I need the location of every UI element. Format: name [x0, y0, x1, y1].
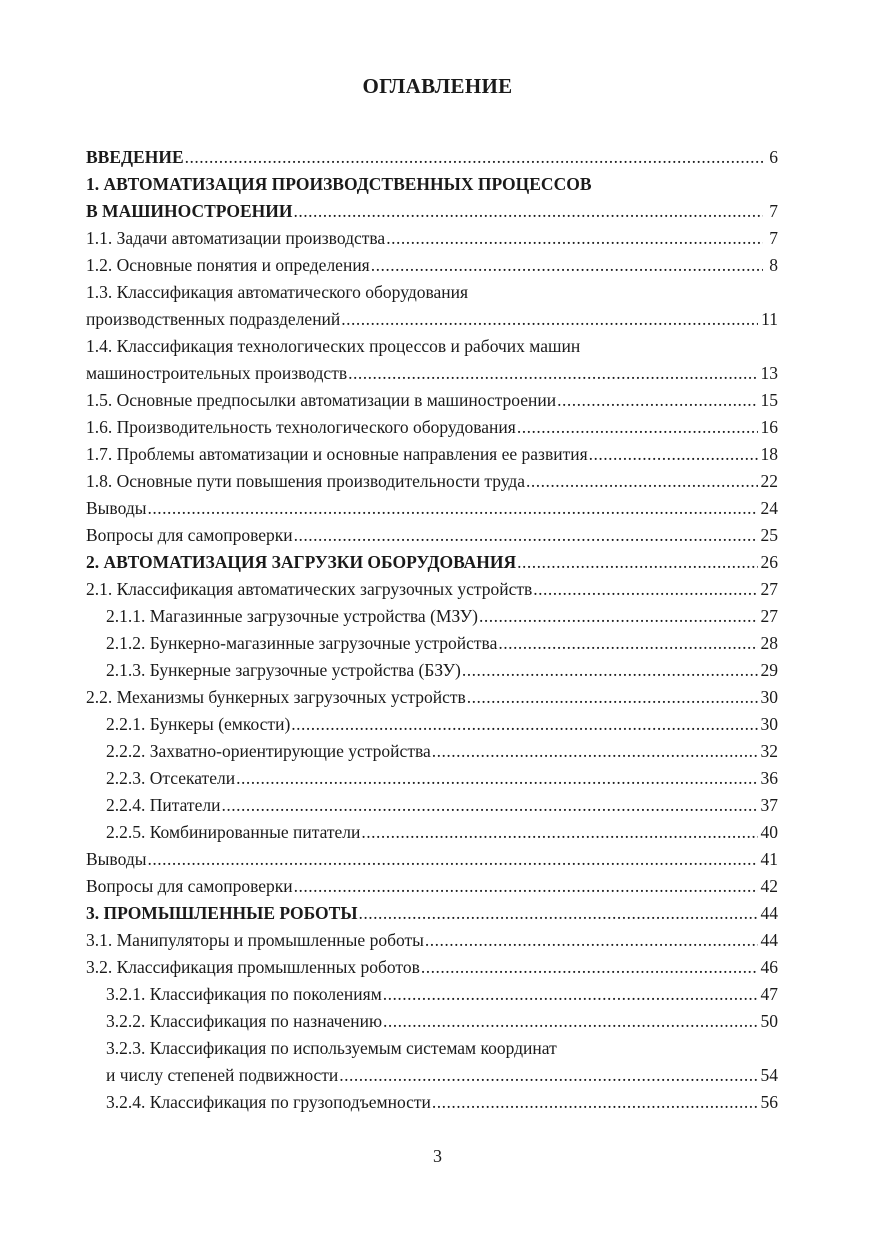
- dot-leader: [348, 360, 757, 387]
- toc-entry-label: 2.2.3. Отсекатели: [106, 768, 236, 788]
- toc-entry: [86, 792, 778, 819]
- toc-entry-label: Выводы: [86, 498, 147, 518]
- toc-entry-page: 6: [769, 147, 778, 167]
- toc-entry: [86, 765, 778, 792]
- dot-leader: [526, 468, 757, 495]
- toc-entry-page: 26: [760, 552, 778, 572]
- dot-leader: [383, 981, 758, 1008]
- dot-leader: [589, 441, 758, 468]
- toc-entry: [86, 414, 778, 441]
- toc-entry-page: 25: [760, 525, 778, 545]
- toc-entry-label: 2.2.1. Бункеры (емкости): [106, 714, 291, 734]
- dot-leader: [294, 873, 758, 900]
- dot-leader: [147, 846, 757, 873]
- toc-entry-label: 1.3. Классификация автоматического оборудования: [86, 282, 469, 302]
- toc-entry-page: 27: [760, 579, 778, 599]
- toc-entry-page: 30: [760, 714, 778, 734]
- toc-entry-label: 1.1. Задачи автоматизации производства: [86, 228, 386, 248]
- toc-entry-page: 7: [769, 228, 778, 248]
- toc-entry-page: 46: [760, 957, 778, 977]
- toc-entry: [86, 360, 778, 387]
- toc-entry-page: 28: [760, 633, 778, 653]
- dot-leader: [479, 603, 757, 630]
- toc-entry-page: 36: [760, 768, 778, 788]
- toc-entry-label: производственных подразделений: [86, 309, 341, 329]
- toc-entry: [86, 252, 778, 279]
- toc-entry: [86, 495, 778, 522]
- toc-entry: [86, 225, 778, 252]
- toc-entry-page: 7: [769, 201, 778, 221]
- dot-leader: [294, 522, 758, 549]
- page-number: 3: [433, 1146, 442, 1166]
- toc-entry: [86, 846, 778, 873]
- toc-entry-page: 44: [760, 930, 778, 950]
- toc-entry: [86, 522, 778, 549]
- toc-entry: [86, 198, 778, 225]
- toc-entry-page: 40: [760, 822, 778, 842]
- table-of-contents: [86, 144, 778, 1116]
- toc-entry-page: 8: [769, 255, 778, 275]
- toc-entry-label: 3.2. Классификация промышленных роботов: [86, 957, 420, 977]
- toc-entry: [86, 603, 778, 630]
- toc-entry-label: 1.6. Производительность технологического оборудования: [86, 417, 516, 437]
- toc-entry: [86, 576, 778, 603]
- dot-leader: [371, 252, 763, 279]
- toc-entry-page: 50: [760, 1011, 778, 1031]
- toc-entry: [86, 900, 778, 927]
- dot-leader: [557, 387, 757, 414]
- toc-entry: [86, 981, 778, 1008]
- dot-leader: [467, 684, 758, 711]
- toc-entry-label: 3.2.4. Классификация по грузоподъемности: [106, 1092, 431, 1112]
- toc-entry: [86, 1008, 778, 1035]
- dot-leader: [147, 495, 757, 522]
- toc-entry-label: 3.2.2. Классификация по назначению: [106, 1011, 383, 1031]
- toc-entry-label: 2.2.4. Питатели: [106, 795, 221, 815]
- toc-entry: [86, 954, 778, 981]
- dot-leader: [221, 792, 757, 819]
- dot-leader: [533, 576, 757, 603]
- toc-entry-page: 24: [760, 498, 778, 518]
- toc-entry-label: 1.8. Основные пути повышения производительности труда: [86, 471, 526, 491]
- toc-entry-page: 54: [760, 1065, 778, 1085]
- toc-entry-label: ВВЕДЕНИЕ: [86, 147, 184, 167]
- dot-leader: [386, 225, 763, 252]
- toc-entry-page: 27: [760, 606, 778, 626]
- dot-leader: [361, 819, 757, 846]
- dot-leader: [425, 927, 758, 954]
- toc-entry-label: 2.1.1. Магазинные загрузочные устройства (МЗУ): [106, 606, 479, 626]
- toc-entry-label: 1.7. Проблемы автоматизации и основные направления ее развития: [86, 444, 588, 464]
- toc-entry: [86, 1062, 778, 1089]
- toc-entry: [86, 738, 778, 765]
- toc-entry: [86, 333, 778, 360]
- toc-entry-page: 18: [760, 444, 778, 464]
- dot-leader: [236, 765, 757, 792]
- toc-entry: [86, 306, 778, 333]
- toc-entry: [86, 279, 778, 306]
- toc-entry-page: 41: [760, 849, 778, 869]
- dot-leader: [341, 306, 758, 333]
- toc-entry: [86, 387, 778, 414]
- dot-leader: [517, 414, 758, 441]
- toc-entry-label: 2.1.2. Бункерно-магазинные загрузочные устройства: [106, 633, 498, 653]
- toc-entry-label: 1.4. Классификация технологических процессов и рабочих машин: [86, 336, 581, 356]
- toc-entry-label: 2.1.3. Бункерные загрузочные устройства (БЗУ): [106, 660, 461, 680]
- dot-leader: [498, 630, 757, 657]
- toc-entry: [86, 549, 778, 576]
- toc-entry-label: 2.2.2. Захватно-ориентирующие устройства: [106, 741, 431, 761]
- toc-entry-page: 29: [760, 660, 778, 680]
- toc-entry-label: 3.2.3. Классификация по используемым системам координат: [106, 1038, 557, 1058]
- toc-entry-label: 3.1. Манипуляторы и промышленные роботы: [86, 930, 424, 950]
- dot-leader: [359, 900, 758, 927]
- dot-leader: [462, 657, 758, 684]
- toc-entry: [86, 927, 778, 954]
- dot-leader: [421, 954, 758, 981]
- toc-entry: [86, 441, 778, 468]
- toc-entry: [86, 819, 778, 846]
- toc-entry-label: 3.2.1. Классификация по поколениям: [106, 984, 382, 1004]
- toc-entry: [86, 873, 778, 900]
- toc-entry-label: 3. ПРОМЫШЛЕННЫЕ РОБОТЫ: [86, 903, 358, 923]
- toc-entry-label: Вопросы для самопроверки: [86, 876, 293, 896]
- toc-entry-page: 15: [760, 390, 778, 410]
- toc-entry-label: Выводы: [86, 849, 147, 869]
- toc-entry-page: 13: [760, 363, 778, 383]
- dot-leader: [432, 1089, 758, 1116]
- dot-leader: [185, 144, 763, 171]
- toc-entry-label: 1. АВТОМАТИЗАЦИЯ ПРОИЗВОДСТВЕННЫХ ПРОЦЕССОВ: [86, 174, 592, 194]
- toc-entry-page: 22: [760, 471, 778, 491]
- toc-entry: [86, 1035, 778, 1062]
- toc-entry-page: 16: [760, 417, 778, 437]
- toc-entry: [86, 657, 778, 684]
- toc-entry-page: 56: [760, 1092, 778, 1112]
- toc-entry-label: Вопросы для самопроверки: [86, 525, 293, 545]
- toc-entry-label: 1.2. Основные понятия и определения: [86, 255, 370, 275]
- toc-entry-page: 30: [760, 687, 778, 707]
- toc-entry-page: 37: [760, 795, 778, 815]
- toc-entry-page: 32: [760, 741, 778, 761]
- toc-entry-page: 44: [760, 903, 778, 923]
- toc-entry: [86, 171, 778, 198]
- dot-leader: [339, 1062, 757, 1089]
- toc-entry-label: 2.1. Классификация автоматических загрузочных устройств: [86, 579, 533, 599]
- toc-entry-label: и числу степеней подвижности: [106, 1065, 339, 1085]
- toc-entry-label: машиностроительных производств: [86, 363, 348, 383]
- toc-entry-label: 2.2.5. Комбинированные питатели: [106, 822, 361, 842]
- toc-entry: [86, 630, 778, 657]
- toc-entry-page: 47: [760, 984, 778, 1004]
- toc-entry: [86, 1089, 778, 1116]
- dot-leader: [432, 738, 758, 765]
- toc-entry-label: В МАШИНОСТРОЕНИИ: [86, 201, 293, 221]
- dot-leader: [294, 198, 764, 225]
- toc-entry-page: 42: [760, 876, 778, 896]
- dot-leader: [517, 549, 757, 576]
- toc-entry-label: 2. АВТОМАТИЗАЦИЯ ЗАГРУЗКИ ОБОРУДОВАНИЯ: [86, 552, 517, 572]
- page-title: ОГЛАВЛЕНИЕ: [362, 74, 513, 98]
- toc-entry-label: 1.5. Основные предпосылки автоматизации в машиностроении: [86, 390, 557, 410]
- toc-entry: [86, 468, 778, 495]
- dot-leader: [291, 711, 757, 738]
- toc-entry: [86, 711, 778, 738]
- toc-entry-page: 11: [761, 309, 778, 329]
- dot-leader: [383, 1008, 757, 1035]
- toc-entry-label: 2.2. Механизмы бункерных загрузочных устройств: [86, 687, 466, 707]
- toc-entry: [86, 684, 778, 711]
- toc-entry: [86, 144, 778, 171]
